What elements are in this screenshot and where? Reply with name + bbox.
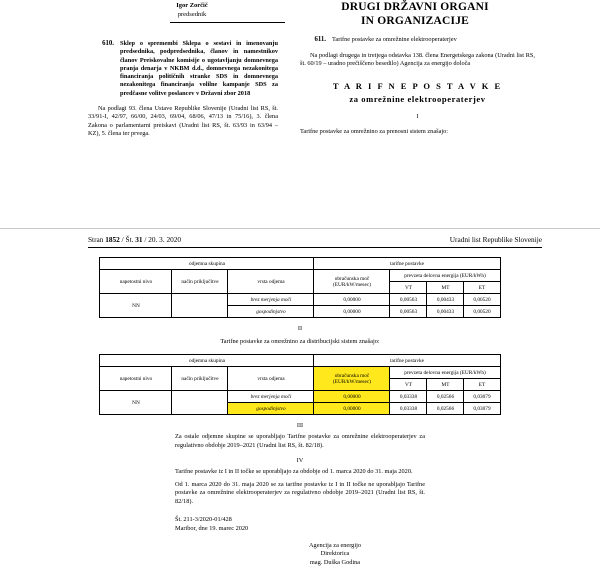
document-number: Št. 211-3/2020-01/428 bbox=[175, 516, 232, 523]
t1-col-moc: obračunska moč (EUR/kW/mesec) bbox=[314, 270, 390, 294]
act-item-611 bbox=[300, 36, 535, 45]
t2-col-nacin: način priključitve bbox=[172, 367, 228, 391]
table-row-group-header bbox=[100, 355, 500, 367]
t2-r1-level: NN bbox=[100, 391, 172, 415]
table-row bbox=[100, 294, 500, 306]
roman-numeral-ii: II bbox=[297, 325, 303, 332]
document-footer bbox=[175, 516, 425, 568]
t2-col-vrsta: vrsta odjema bbox=[228, 367, 314, 391]
t1-col-vrsta: vrsta odjema bbox=[228, 270, 314, 294]
t1-header-group-right: tarifne postavke bbox=[314, 258, 500, 270]
t2-sub-vt: VT bbox=[390, 379, 427, 391]
bottom-page-fragment bbox=[0, 235, 600, 568]
t1-col-napetostni: napetostni nivo bbox=[100, 270, 172, 294]
t2-r2-mt: 0,02566 bbox=[427, 403, 464, 415]
clause-iv-paragraph-1: Tarifne postavke iz I in II točke se uporabljajo za obdobje od 1. marca 2020 do 31. maja 2020. bbox=[175, 468, 413, 475]
section-heading-line1: DRUGI DRŽAVNI ORGANI bbox=[341, 1, 489, 13]
t1-header-group-left: odjemna skupina bbox=[100, 258, 314, 270]
t2-header-group-left: odjemna skupina bbox=[100, 355, 314, 367]
section-heading-other-state-bodies bbox=[300, 0, 530, 29]
t2-r1-vt: 0,03338 bbox=[390, 391, 427, 403]
signer-organization: Agencija za energijo bbox=[309, 541, 361, 549]
table-row-group-header bbox=[100, 258, 500, 270]
roman-numeral-iv: IV bbox=[296, 457, 304, 464]
running-head-page-number: 1852 bbox=[105, 235, 120, 244]
t1-r1-nacin bbox=[172, 294, 228, 318]
tariff-title-line2: za omrežnine elektrooperaterjev bbox=[349, 93, 486, 104]
tariff-intro-distribution: Tarifne postavke za omrežnino za distribucijski sistem znašajo: bbox=[220, 338, 380, 345]
t2-sub-et: ET bbox=[464, 379, 500, 391]
act-number-611: 611. bbox=[314, 36, 326, 43]
t1-r1-et: 0,00520 bbox=[464, 294, 500, 306]
t2-r1-nacin bbox=[172, 391, 228, 415]
tariff-title-line1: T A R I F N E P O S T A V K E bbox=[332, 80, 503, 91]
left-column bbox=[88, 40, 278, 138]
signer-role: Direktorica bbox=[320, 550, 350, 558]
t1-col-nacin: način priključitve bbox=[172, 270, 228, 294]
t2-col-moc: obračunska moč (EUR/kW/mesec) bbox=[314, 367, 390, 391]
signature-name: Igor Zorčič bbox=[176, 2, 208, 9]
section-heading-line2: IN ORGANIZACIJE bbox=[360, 15, 470, 28]
t2-r1-vrsta: brez merjenja moči bbox=[228, 391, 314, 403]
running-head-issue-label: / Št. bbox=[121, 235, 134, 244]
act-611-paragraph: Na podlagi drugega in tretjega odstavka 138. člena Energetskega zakona (Uradni list RS, št. 60/19 – uradno prečiščeno besedilo) Agencija za energijo določa bbox=[300, 51, 535, 68]
page-separator bbox=[0, 228, 600, 229]
t2-header-group-right: tarifne postavke bbox=[314, 355, 500, 367]
document-place-date: Maribor, dne 19. marec 2020 bbox=[175, 524, 249, 532]
t1-r1-vt: 0,00563 bbox=[390, 294, 427, 306]
t2-col-napetostni: napetostni nivo bbox=[100, 367, 172, 391]
t2-r2-vt: 0,03338 bbox=[390, 403, 427, 415]
t1-col-energija: prevzeta delovna energija (EUR/kWh) bbox=[390, 270, 500, 282]
t2-r1-moc: 0,00000 bbox=[314, 391, 390, 403]
t1-r2-vt: 0,00563 bbox=[390, 306, 427, 318]
running-head-rule bbox=[88, 247, 542, 248]
t1-r1-moc: 0,00000 bbox=[314, 294, 390, 306]
t1-sub-mt: MT bbox=[427, 282, 464, 294]
signature-block-top bbox=[132, 2, 252, 20]
signature-block-bottom bbox=[245, 542, 425, 568]
act-610-paragraph: Na podlagi 93. člena Ustave Republike Slovenije (Uradni list RS, št. 33/91-I, 42/97, 66/00, 24/03, 69/04, 68/06, 47/13 in 75/16), 3. člena Zakona o parlamentarni preiskavi (Uradni list RS, št. 63/93 in 63/94 – KZ), 5. člena ter prvega. bbox=[88, 105, 278, 137]
act-title-611: Tarifne postavke za omrežnine elektrooperaterjev bbox=[332, 36, 457, 43]
table-row-subheader bbox=[100, 270, 500, 282]
act-number-610: 610. bbox=[102, 40, 114, 47]
top-divider-rule bbox=[170, 22, 285, 23]
signer-name: mag. Duška Godina bbox=[309, 559, 361, 567]
act-item-610 bbox=[88, 40, 278, 98]
t2-r2-vrsta: gospodinjstvo bbox=[228, 403, 314, 415]
tariff-intro-transmission: Tarifne postavke za omrežnino za prenosni sistem znašajo: bbox=[300, 128, 449, 136]
t1-r2-vrsta: gospodinjstvo bbox=[228, 306, 314, 318]
running-head-right: Uradni list Republike Slovenije bbox=[449, 235, 542, 244]
t1-r2-moc: 0,00000 bbox=[314, 306, 390, 318]
t2-col-energija: prevzeta delovna energija (EUR/kWh) bbox=[390, 367, 500, 379]
page-gap bbox=[0, 208, 600, 228]
t2-r1-mt: 0,02566 bbox=[427, 391, 464, 403]
t1-sub-vt: VT bbox=[390, 282, 427, 294]
t1-r2-et: 0,00520 bbox=[464, 306, 500, 318]
running-head-issue-number: 31 bbox=[135, 235, 143, 244]
right-column bbox=[300, 36, 535, 137]
tariff-table-transmission bbox=[99, 257, 500, 318]
t1-r1-mt: 0,00433 bbox=[427, 294, 464, 306]
roman-numeral-i: I bbox=[416, 113, 419, 120]
t1-r1-level: NN bbox=[100, 294, 172, 318]
t2-r2-et: 0,03079 bbox=[464, 403, 500, 415]
signature-role: predsednik bbox=[177, 10, 207, 18]
act-title-610: Sklep o spremembi Sklepa o sestavi in imenovanju predsednika, podpredsednika, članov in namestnikov članov Preiskovalne komisije o ugotavljanju domnevnega pranja denarja v NKBM d.d., domnevnega nezakonitega financiranja političnih stranke SDS in domnevnega nezakonitega financiranja volilne kampanje SDS za predčasne volitve poslancev v Državni zbor 2018 bbox=[120, 40, 278, 97]
clause-iii-text: Za ostale odjemne skupine se uporabljajo Tarifne postavke za omrežnine elektrooperaterjev za regulativno obdobje 2019–2021 (Uradni list RS, št. 82/18). bbox=[175, 433, 425, 449]
t1-sub-et: ET bbox=[464, 282, 500, 294]
tariff-table-distribution bbox=[99, 354, 500, 415]
clause-iv-paragraph-2: Od 1. marca 2020 do 31. maja 2020 se za tarifne postavke iz I in II točke ne uporabljajo Tarifne postavke za omrežnine elektrooperaterjev za regulativno obdobje 2019–2021 (Uradni list RS, št. 82/18). bbox=[175, 480, 425, 505]
t2-r2-moc: 0,00000 bbox=[314, 403, 390, 415]
table-row-subheader bbox=[100, 367, 500, 379]
table-row bbox=[100, 391, 500, 403]
t2-r1-et: 0,03079 bbox=[464, 391, 500, 403]
running-head bbox=[88, 235, 542, 244]
running-head-label: Stran bbox=[88, 235, 104, 244]
t1-r2-mt: 0,00433 bbox=[427, 306, 464, 318]
running-head-left bbox=[88, 235, 181, 244]
top-page-fragment bbox=[0, 0, 600, 208]
t2-sub-mt: MT bbox=[427, 379, 464, 391]
roman-numeral-iii: III bbox=[296, 422, 304, 429]
t1-r1-vrsta: brez merjenja moči bbox=[228, 294, 314, 306]
running-head-date: / 20. 3. 2020 bbox=[144, 235, 182, 244]
